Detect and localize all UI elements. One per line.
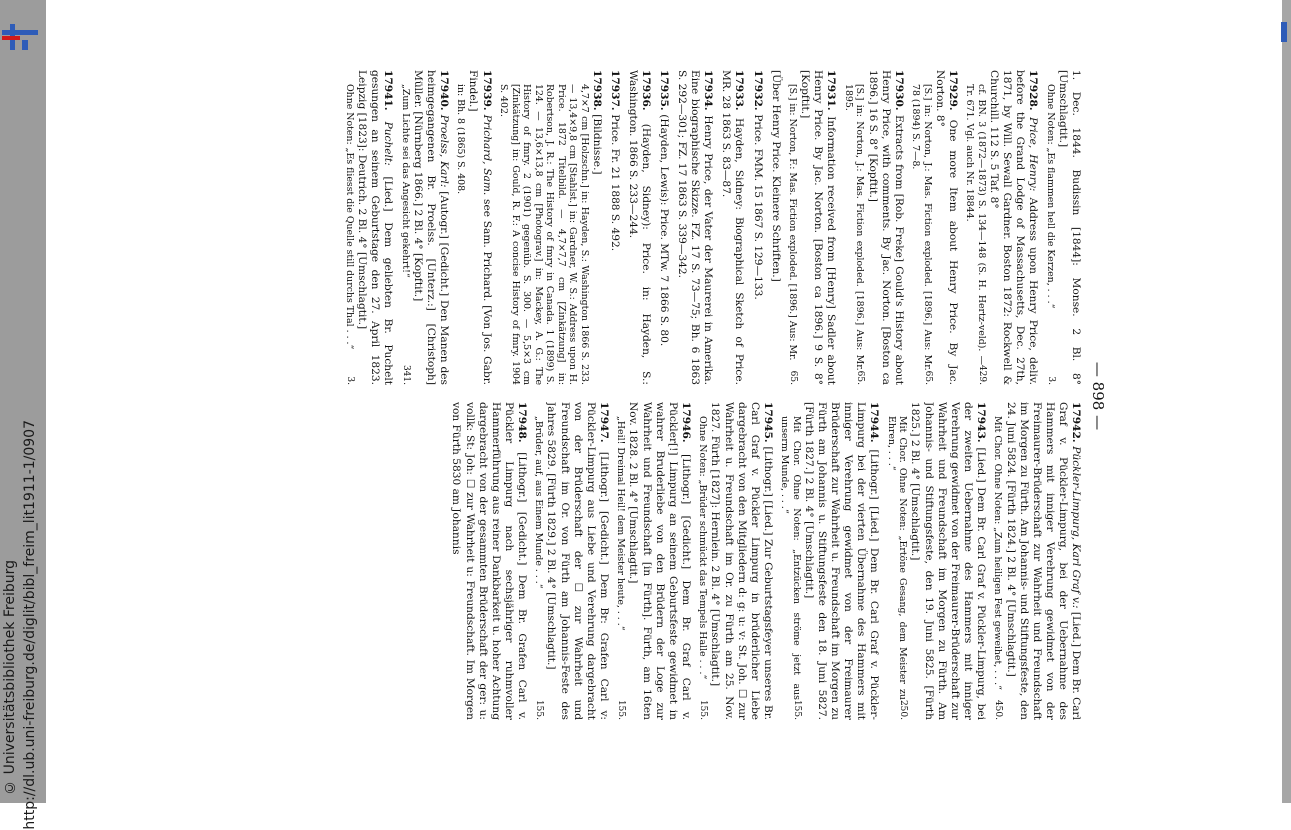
entry-text: One more Item about Henry Price. By Jac. Norton. 8°: [933, 70, 959, 385]
entry-page-ref: 65.: [855, 370, 866, 385]
entry-text: (Hayden, Sidney): Price. in: Hayden, S.: Washington. 1866 S. 233—244.: [626, 70, 652, 385]
entry-note-text: Ohne Noten: „Brüder schmückt das Tempels Halle . . .“: [697, 416, 709, 680]
bibliography-entry: [842, 70, 904, 385]
entry-note: [455, 70, 467, 385]
entry-number: 17937.: [608, 70, 621, 115]
entry-note-text: „Heil! Dreimal Heil! dem Meister heute, . . .“: [615, 416, 627, 631]
entry-note-text: in: Bh. 8 (1865) S. 408.: [455, 84, 467, 195]
entry-page-ref: 65.: [922, 370, 933, 385]
entry-number: 17941.: [382, 70, 395, 122]
entry-note-text: [S.] in: Norton, J.: Mas. Fiction exploded. [1896.] Aus: Mr. 1895.: [842, 84, 866, 371]
sidebar-citation: [22, 420, 38, 830]
bibliography-entry: [498, 70, 603, 385]
entry-number: 17932.: [751, 70, 764, 115]
entry-author: Price, Henry:: [1027, 117, 1040, 198]
entry-note: [964, 70, 987, 385]
entry-number: 17943.: [974, 402, 987, 448]
entry-text: [Bildnisse.]: [590, 114, 603, 175]
rotated-page-content: [200, 70, 1112, 722]
library-logo-icon: [2, 22, 38, 52]
entry-number: 17938.: [590, 70, 603, 115]
entry-text: Price. Fr. 21 1888 S. 492.: [608, 114, 621, 252]
entry-number: 17940.: [437, 70, 450, 115]
entry-note-text: „Zum Lichte sei das Angesicht gekehrt!“: [399, 84, 411, 278]
entry-note-text: [S.] in: Norton, F.: Mas. Fiction exploded. [1896.] Aus: Mr.: [787, 84, 799, 361]
bibliography-entry: [399, 70, 450, 385]
entry-text: [Lied.] Dem Br. Carl Graf v. Pückler-Limpurg, bei der zweiten Uebernahme des Hammers mit inniger Verehrung gewidmet von der Freimaurer-Brüderschaft zur Wahrheit und Freundschaft im Morgen zu Fürth. Am Johannis- und Stiftungsfeste, den 19. Juni 5825. [Fürth 1825.] 2 Bl. 4° [Umschlagtit.]: [909, 402, 987, 720]
entry-note: [697, 402, 709, 720]
bibliography-entry: [751, 70, 764, 385]
entry-author: Puchelt:: [382, 121, 395, 177]
bibliography-entry: [697, 402, 774, 720]
entry-number: 17935.: [658, 70, 671, 115]
right-column: [212, 402, 1082, 720]
entry-note-text: [S.] in: Norton, J.: Mas. Fiction exploded. [1896.] Aus: Mr. 78 (1894) S. 7—8.: [910, 84, 933, 371]
left-column: [212, 70, 1082, 385]
bibliography-entry: [885, 402, 987, 720]
entry-number: 17928.: [1027, 70, 1040, 118]
entry-number: 17946.: [679, 402, 692, 455]
bibliography-entry: [343, 70, 394, 385]
sidebar-copyright-wrap: [2, 560, 18, 795]
entry-number: 17929.: [946, 70, 959, 120]
entry-text: Hayden, Sidney: Biographical Sketch of Price. MR. 28 1863 S. 83—87.: [720, 70, 746, 385]
right-viewer-margin: [1282, 0, 1291, 803]
entry-number: 17944.: [868, 402, 881, 450]
bibliography-entry: [615, 402, 692, 720]
entry-text: Henry Price, der Vater der Maurerei in Amerika. Eine biographische Skizze. FZ. 17 S. 73—75; Bh. 6 1863 S. 292—301; FZ. 17 1863 S. 339—342.: [676, 70, 715, 385]
entry-text: Information received from [Henry] Sadler about Henry Price. By Jac. Norton. [Boston ca 1896.] 9 S. 8° [Kopftit.]: [799, 70, 838, 385]
bibliography-entry: [533, 402, 610, 720]
bibliography-entry: [1044, 70, 1082, 385]
bibliography-entry: [779, 402, 881, 720]
bibliography-entry: [657, 70, 670, 385]
entry-text: 1. Dec. 1844. Budissin [1844]: Monse. 2 Bl. 8° [Umschlagtit.]: [1056, 70, 1082, 385]
bibliography-entry: [675, 70, 714, 385]
entry-page-ref: 450.: [993, 699, 1004, 720]
entry-note: [787, 70, 799, 385]
entry-note: [842, 70, 865, 385]
entry-author: Prichard, Sam.: [480, 114, 493, 200]
source-url[interactable]: http://dl.ub.uni-freiburg.de/diglit/bibl_freim_lit1911-1/0907: [22, 420, 38, 830]
entry-note: [885, 402, 908, 720]
entry-note: [615, 402, 627, 720]
entry-text: Price. FMM. 15 1867 S. 129—133.: [751, 114, 764, 300]
entry-page-ref: 250.: [898, 699, 909, 720]
entry-page-ref: 3.: [344, 376, 355, 385]
entry-note-text: 4,7×7 cm [Holzschn.] in: Hayden, S.: Washington 1866 S. 233. — 13,4×9,8 cm [Stahlst.] in: Gardner, W. S.: Address upon H. Price. 1872 Titelbild. — 4,7×7,7 cm [Zinkätzung] in: Robertson, J. R.: The History of fmry in Canada. 1 (1899) S. 124. — 13,6×13,8 cm [Photograv.] in: Mackey, A. G.: The History of fmry. 2 (1901) gegenüb. S. 300. — 5,5×3 cm [Zinkätzung] in: Gould, R. F.: A concise History of fmry. 1904 S. 402.: [498, 84, 590, 385]
bibliography-entry: [719, 70, 745, 385]
bibliography-entry: [608, 70, 621, 385]
bibliography-entry: [910, 70, 959, 385]
entry-text: [Lied.] Dem geliebten Br. Puchelt gesungen an seinem Geburtstage den 27. April 1823. Leipzig [1823]: Deutrich. 2 Bl. 4° [Umschlagtit.]: [355, 70, 395, 385]
library-logo-icon-right: [1279, 22, 1291, 42]
entry-page-ref: 155.: [698, 699, 709, 720]
entry-note-text: Mit Chor. Ohne Noten: „Ertöne Gesang, dem Meister zu Ehren, . . .“: [885, 416, 909, 700]
entry-note-text: cf. BN. 3 (1872—1873) S. 134—148 (S. H. Hertz-veld). — Tr. 671. Vgl. auch Nr. 18844.: [964, 84, 987, 365]
entry-number: 17947.: [597, 402, 610, 452]
entry-page-ref: 3.: [1045, 376, 1056, 385]
entry-page-ref: 65.: [788, 370, 799, 385]
entry-text: [Autogr.] [Gedicht.] Den Manen des heimgegangenen Br. Proelss. [Unterz.:] [Christoph] Müller. [Nürnberg 1866.] 2 Bl. 4° [Kopftit.]: [411, 70, 450, 385]
entry-text: [Über Henry Price. Kleinere Schriften.]: [769, 70, 782, 282]
entry-note: [992, 402, 1004, 720]
entry-page-ref: 155.: [791, 699, 802, 720]
entry-note: [779, 402, 802, 720]
entry-page-ref: 429.: [976, 364, 987, 385]
entry-number: 17930.: [892, 70, 905, 116]
bibliography-entry: [626, 70, 652, 385]
bibliography-entry: [449, 402, 528, 720]
entry-page-ref: 155.: [616, 699, 627, 720]
entry-note: [498, 70, 590, 385]
bibliography-entry: [964, 70, 1039, 385]
entry-number: 17933.: [733, 70, 746, 118]
bibliography-entry: [455, 70, 493, 385]
entry-number: 17936.: [639, 70, 652, 124]
entry-text: (Hayden, Lewis): Price. MTw. 7 1866 S. 80.: [658, 114, 671, 347]
entry-note-text: Ohne Noten: „Es flammen hell die Kerzen, . . .“: [1044, 84, 1056, 309]
entry-text: [Lithogr.] [Gedicht.] Dem Br: Grafen Carl v: Pückler-Limpurg aus Liebe und Verehrung dargebracht von der Brüderschaft der ☐ zur Wahrheit und Freundschaft im Or. von Fürth am Johannis-Feste des Jahres 5829. [Fürth 1829.] 2 Bl. 4° [Umschlagtit.]: [545, 402, 610, 720]
entry-note-text: Mit Chor. Ohne Noten: „Zum heiligen Fest geweihet, . . .“: [992, 416, 1004, 690]
copyright-text: © Universitätsbibliothek Freiburg: [2, 560, 18, 795]
bibliography-entry: [769, 70, 782, 385]
entry-text: [Lithogr.] [Lied.] Dem Br. Carl Graf v. Pückler-Limpurg bei der vierten Übernahme des Hammers mit inniger Verehrung gewidmet von der Freimaurer Brüderschaft zur Wahrheit u. Freundschaft im Morgen zu Fürth am Johannis u. Stiftungsfeste den 18. Juni 5827. [Fürth 1827.] 2 Bl. 4° [Umschlagtit.]: [802, 402, 881, 720]
entry-text: [Lied.] Dem Br. Carl Graf v. Pückler-Limpurg, bei der Uebernahme des Hammers mit inniger Verehrung gewidmet von der Freimaurer-Brüderschaft zur Wahrheit und Freundschaft im Morgen zu Fürth. Am Johannis- und Stiftungsfeste, den 24. Juni 5824. [Fürth 1824.] 2 Bl. 4° [Umschlagtit.]: [1004, 402, 1082, 720]
entry-number: 17939.: [480, 70, 493, 115]
entry-author: Proelss, Karl:: [437, 114, 450, 192]
entry-note: [399, 70, 411, 385]
entry-text: [Lithogr.] [Gedicht.] Dem Br. Graf Carl v. Pückler[!] Limpurg an seinem Geburtsfeste gewidmet in wahrer Bruderliebe von den Brüdern der Loge zur Wahrheit und Freundschaft [in Fürth]. Fürth, am 16ten Nov. 1828. 2 Bl. 4° [Umschlagtit.]: [627, 402, 692, 720]
entry-page-ref: 155.: [534, 699, 545, 720]
entry-text: Extracts from [Rob. Freke] Gould's History about Henry Price, with comments. By Jac. Norton. [Boston ca 1896.] 16 S. 8° [Kopftit.]: [866, 70, 905, 385]
entry-note: [343, 70, 355, 385]
bibliography-entry: [787, 70, 838, 385]
entry-text: [Lithogr.] [Gedicht.] Dem Br. Grafen Carl v. Pückler Limpurg nach sechsjähriger ruhmvoller Hammerführung aus reiner Dankbarkeit u. hoher Achtung dargebracht von der gesammten Brüderschaft der ger: u: vollk: St: Joh: ☐ zur Wahrheit u: Freundschaft. Im Morgen von Fürth 5830 am Johannis: [450, 402, 528, 720]
entry-note-text: Mit Chor. Ohne Noten: „Entzücken ströme jetzt aus unserm Munde, . . .“: [779, 416, 802, 700]
page-number-header: — 898 —: [1089, 361, 1107, 431]
entry-number: 17945.: [761, 402, 774, 447]
entry-note: [910, 70, 933, 385]
entry-note-text: „Brüder, auf, aus Einem Munde . . .“: [533, 416, 545, 589]
entry-text: see Sam. Prichard. [Von Jos. Gabr. Findel.]: [467, 70, 493, 385]
scanned-page: [200, 70, 1112, 722]
entry-number: 17948.: [515, 402, 528, 453]
bibliography-entry: [992, 402, 1082, 720]
entry-number: 17931.: [825, 70, 838, 117]
entry-note: [533, 402, 545, 720]
entry-note-text: Ohne Noten: „Es fliesst die Quelle still durchs Thal . . .“: [343, 84, 355, 350]
entry-note: [1044, 70, 1056, 385]
entry-text: Address upon Henry Price, deliv. before the Grand Lodge of Massachusetts, Dec. 27th, 1871, by Will. Sewall Gardner. Boston 1872: Rockwell & Churchill. 112 S. 5 Taf. 8°: [988, 70, 1040, 385]
entry-page-ref: 341.: [400, 364, 411, 385]
entry-text: [Lithogr.] [Lied.] Zur Geburtstagsfeyer unseres Br. Carl Graf v. Pückler Limpurg in brüderlicher Liebe dargebracht von den Mitgliedern d: g: u: v: St. Joh. ☐ zur Wahrheit u. Freundschaft im Or. zu Fürth am 25. Nov. 1827. Fürth [1827]: Hernlein. 2 Bl. 4° [Umschlagtit.]: [709, 402, 774, 720]
entry-number: 17934.: [702, 70, 715, 116]
entry-number: 17942.: [1070, 402, 1082, 447]
entry-author: Pückler-Limpurg, Karl Graf v.:: [1070, 446, 1082, 612]
